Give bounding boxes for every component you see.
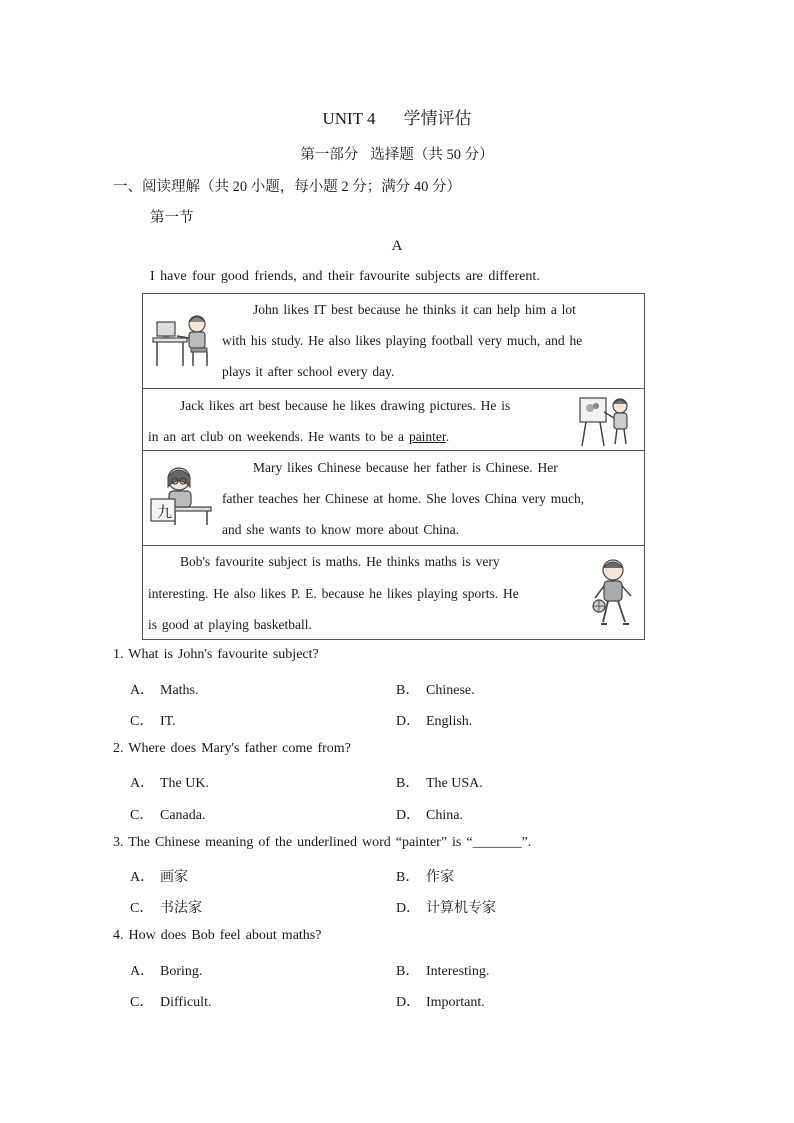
passage-label: A [391,238,403,254]
book-character: 九 [157,503,173,521]
john-line-2: with his study. He also likes playing football very much, and he [222,333,583,348]
q3-option-c [130,897,202,917]
option-text: IT. [160,714,176,729]
question-2: 2. Where does Mary's father come from? [113,741,351,756]
option-text: The USA. [426,776,483,791]
q3-option-d [396,897,496,917]
option-label: D． [396,901,421,916]
boy-computer-illustration [151,310,217,368]
option-text: The UK. [160,776,209,791]
option-label: D． [396,714,421,729]
option-text: Chinese. [426,683,475,698]
part-label: 第一部分 [300,147,359,163]
question-3: 3. The Chinese meaning of the underlined word “painter” is “_______”. [113,835,532,850]
q1-option-c [130,710,176,730]
option-text: Boring. [160,964,203,979]
john-line-3: plays it after school every day. [222,364,395,379]
passage-mary [142,450,645,546]
jack-line-2-pre: in an art club on weekends. He wants to be a [148,429,409,444]
part-desc: 选择题（共 50 分） [370,147,494,163]
q1-option-b [396,679,475,699]
passage-jack [142,388,645,451]
option-text: 书法家 [160,901,202,916]
option-text: Maths. [160,683,199,698]
option-text: 画家 [160,870,188,885]
option-label: B． [396,964,420,979]
option-text: Important. [426,995,485,1010]
option-label: C． [130,714,154,729]
bob-line-1: Bob's favourite subject is maths. He thinks maths is very [180,554,500,569]
option-label: B． [396,870,420,885]
option-text: Interesting. [426,964,490,979]
passage-bob [142,545,645,640]
option-label: C． [130,808,154,823]
jack-line-2-post: . [445,429,450,444]
bob-line-2: interesting. He also likes P. E. because he likes playing sports. He [148,586,519,601]
option-label: B． [396,776,420,791]
option-label: A． [130,964,155,979]
option-text: 计算机专家 [426,901,496,916]
option-label: B． [396,683,420,698]
q2-option-b [396,772,483,792]
q1-option-a [130,679,199,699]
title-cn: 学情评估 [403,109,472,128]
q4-option-c [130,991,211,1011]
option-text: Difficult. [160,995,212,1010]
option-label: C． [130,901,154,916]
q4-option-b [396,960,489,980]
question-4: 4. How does Bob feel about maths? [113,928,322,943]
option-label: C． [130,995,154,1010]
q4-option-a [130,960,202,980]
option-text: Canada. [160,808,206,823]
option-text: 作家 [426,870,454,885]
q2-option-c [130,804,205,824]
mary-line-1: Mary likes Chinese because her father is Chinese. Her [253,460,558,475]
option-label: D． [396,808,421,823]
q3-option-a [130,866,188,886]
bob-line-3: is good at playing basketball. [148,617,312,632]
jack-line-1: Jack likes art best because he likes drawing pictures. He is [180,398,511,413]
passage-john [142,293,645,389]
john-line-1: John likes IT best because he thinks it can help him a lot [253,302,576,317]
passage-intro: I have four good friends, and their favourite subjects are different. [150,269,540,284]
subsection-heading: 第一节 [150,210,194,226]
mary-line-2: father teaches her Chinese at home. She loves China very much, [222,491,585,506]
part-heading [0,143,794,164]
section-heading: 一、阅读理解（共 20 小题，每小题 2 分；满分 40 分） [113,179,461,195]
q1-option-d [396,710,472,730]
q2-option-d [396,804,463,824]
q3-option-b [396,866,454,886]
option-label: A． [130,683,155,698]
unit-label: UNIT 4 [322,109,376,128]
underlined-word-painter: painter [408,429,446,444]
jack-line-2 [148,429,449,445]
mary-line-3: and she wants to know more about China. [222,522,459,537]
option-text: English. [426,714,473,729]
q4-option-d [396,991,485,1011]
boy-basketball-illustration [591,556,639,632]
question-1: 1. What is John's favourite subject? [113,647,319,662]
page-title [0,104,794,129]
option-label: D． [396,995,421,1010]
option-label: A． [130,870,155,885]
q2-option-a [130,772,209,792]
boy-painting-illustration [576,392,636,448]
option-label: A． [130,776,155,791]
option-text: China. [426,808,463,823]
